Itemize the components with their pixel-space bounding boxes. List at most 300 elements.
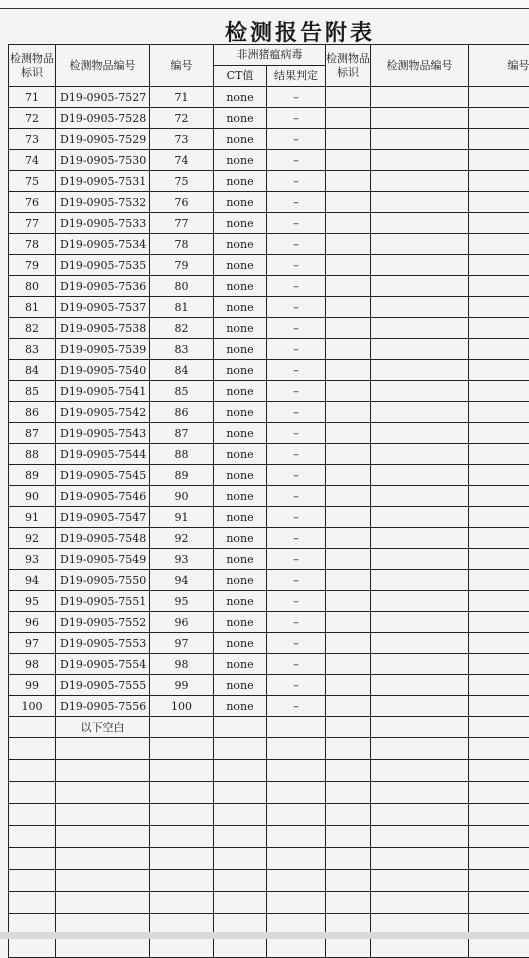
row-number: 97 — [150, 633, 214, 654]
end-empty — [267, 717, 326, 738]
row-item-code-right — [371, 255, 469, 276]
row-result: – — [267, 465, 326, 486]
row-result: – — [267, 234, 326, 255]
row-sample-id: 88 — [9, 444, 56, 465]
row-number: 94 — [150, 570, 214, 591]
row-sample-id-right — [326, 696, 371, 717]
row-number-right — [469, 192, 529, 213]
row-number: 85 — [150, 381, 214, 402]
row-item-code: D19-0905-7531 — [56, 171, 150, 192]
row-sample-id: 97 — [9, 633, 56, 654]
header-item-code-right: 检测物品编号 — [371, 45, 469, 87]
row-item-code-right — [371, 318, 469, 339]
table-row — [9, 549, 529, 570]
row-ct-value: none — [214, 87, 267, 108]
row-number: 81 — [150, 297, 214, 318]
page-title: 检测报告附表 — [0, 16, 529, 47]
empty-cell — [469, 804, 529, 826]
row-number-right — [469, 339, 529, 360]
row-ct-value: none — [214, 465, 267, 486]
row-number: 87 — [150, 423, 214, 444]
row-result: – — [267, 696, 326, 717]
row-ct-value: none — [214, 612, 267, 633]
row-ct-value: none — [214, 213, 267, 234]
row-result: – — [267, 507, 326, 528]
row-item-code-right — [371, 339, 469, 360]
end-note-row — [9, 717, 529, 738]
row-item-code: D19-0905-7541 — [56, 381, 150, 402]
empty-row — [9, 826, 529, 848]
row-number: 77 — [150, 213, 214, 234]
row-sample-id: 86 — [9, 402, 56, 423]
row-number: 98 — [150, 654, 214, 675]
empty-cell — [9, 782, 56, 804]
empty-row — [9, 848, 529, 870]
row-item-code-right — [371, 423, 469, 444]
empty-cell — [469, 892, 529, 914]
table-row — [9, 402, 529, 423]
header-sample-id: 检测物品标识 — [9, 45, 56, 87]
row-item-code: D19-0905-7554 — [56, 654, 150, 675]
row-sample-id: 77 — [9, 213, 56, 234]
row-sample-id: 100 — [9, 696, 56, 717]
row-number: 73 — [150, 129, 214, 150]
row-result: – — [267, 318, 326, 339]
empty-cell — [469, 760, 529, 782]
row-item-code: D19-0905-7536 — [56, 276, 150, 297]
empty-cell — [150, 760, 214, 782]
row-item-code-right — [371, 108, 469, 129]
row-item-code: D19-0905-7533 — [56, 213, 150, 234]
row-number-right — [469, 87, 529, 108]
row-sample-id-right — [326, 276, 371, 297]
row-item-code-right — [371, 129, 469, 150]
empty-cell — [267, 782, 326, 804]
empty-cell — [267, 738, 326, 760]
row-sample-id: 75 — [9, 171, 56, 192]
row-sample-id-right — [326, 318, 371, 339]
empty-cell — [214, 760, 267, 782]
empty-cell — [371, 870, 469, 892]
row-result: – — [267, 570, 326, 591]
empty-cell — [326, 892, 371, 914]
table-row — [9, 255, 529, 276]
row-number: 90 — [150, 486, 214, 507]
row-sample-id: 96 — [9, 612, 56, 633]
row-item-code-right — [371, 234, 469, 255]
row-number-right — [469, 381, 529, 402]
report-table — [8, 44, 529, 958]
empty-cell — [267, 804, 326, 826]
row-item-code: D19-0905-7543 — [56, 423, 150, 444]
row-item-code-right — [371, 654, 469, 675]
row-ct-value: none — [214, 423, 267, 444]
empty-cell — [371, 760, 469, 782]
row-item-code: D19-0905-7551 — [56, 591, 150, 612]
row-sample-id: 85 — [9, 381, 56, 402]
row-item-code-right — [371, 465, 469, 486]
row-item-code-right — [371, 276, 469, 297]
row-number-right — [469, 570, 529, 591]
row-number: 92 — [150, 528, 214, 549]
empty-cell — [214, 848, 267, 870]
table-row — [9, 633, 529, 654]
row-number: 86 — [150, 402, 214, 423]
table-row — [9, 192, 529, 213]
row-result: – — [267, 276, 326, 297]
row-ct-value: none — [214, 150, 267, 171]
row-item-code: D19-0905-7555 — [56, 675, 150, 696]
row-number-right — [469, 612, 529, 633]
row-sample-id-right — [326, 465, 371, 486]
empty-cell — [267, 848, 326, 870]
row-number-right — [469, 654, 529, 675]
row-result: – — [267, 444, 326, 465]
row-number-right — [469, 108, 529, 129]
empty-cell — [326, 760, 371, 782]
row-result: – — [267, 633, 326, 654]
row-ct-value: none — [214, 591, 267, 612]
table-row — [9, 360, 529, 381]
row-number: 99 — [150, 675, 214, 696]
empty-cell — [150, 804, 214, 826]
row-ct-value: none — [214, 171, 267, 192]
empty-cell — [56, 738, 150, 760]
row-item-code-right — [371, 633, 469, 654]
row-item-code-right — [371, 87, 469, 108]
row-ct-value: none — [214, 549, 267, 570]
empty-cell — [469, 848, 529, 870]
row-number-right — [469, 255, 529, 276]
row-sample-id-right — [326, 381, 371, 402]
row-number-right — [469, 360, 529, 381]
empty-cell — [9, 826, 56, 848]
row-result: – — [267, 591, 326, 612]
end-empty — [214, 717, 267, 738]
row-sample-id: 79 — [9, 255, 56, 276]
row-sample-id: 91 — [9, 507, 56, 528]
row-number: 88 — [150, 444, 214, 465]
row-sample-id: 72 — [9, 108, 56, 129]
table-row — [9, 654, 529, 675]
empty-cell — [326, 804, 371, 826]
row-sample-id-right — [326, 675, 371, 696]
empty-cell — [326, 738, 371, 760]
row-number-right — [469, 549, 529, 570]
empty-cell — [469, 782, 529, 804]
empty-cell — [214, 892, 267, 914]
row-sample-id-right — [326, 108, 371, 129]
table-row — [9, 675, 529, 696]
table-row — [9, 87, 529, 108]
empty-cell — [56, 804, 150, 826]
row-result: – — [267, 528, 326, 549]
row-item-code: D19-0905-7549 — [56, 549, 150, 570]
row-number-right — [469, 465, 529, 486]
row-sample-id-right — [326, 150, 371, 171]
header-number-right: 编号 — [469, 45, 529, 87]
row-item-code: D19-0905-7537 — [56, 297, 150, 318]
row-result: – — [267, 297, 326, 318]
row-sample-id: 82 — [9, 318, 56, 339]
row-ct-value: none — [214, 696, 267, 717]
table-row — [9, 171, 529, 192]
empty-row — [9, 760, 529, 782]
table-row — [9, 444, 529, 465]
row-number-right — [469, 213, 529, 234]
empty-cell — [326, 826, 371, 848]
row-number: 78 — [150, 234, 214, 255]
row-ct-value: none — [214, 318, 267, 339]
empty-cell — [371, 738, 469, 760]
row-sample-id-right — [326, 360, 371, 381]
row-sample-id-right — [326, 570, 371, 591]
row-item-code: D19-0905-7530 — [56, 150, 150, 171]
end-empty — [9, 717, 56, 738]
empty-cell — [214, 804, 267, 826]
row-ct-value: none — [214, 675, 267, 696]
empty-cell — [469, 870, 529, 892]
empty-cell — [214, 782, 267, 804]
table-row — [9, 150, 529, 171]
empty-row — [9, 870, 529, 892]
row-number-right — [469, 297, 529, 318]
row-number: 79 — [150, 255, 214, 276]
row-sample-id-right — [326, 633, 371, 654]
empty-cell — [9, 870, 56, 892]
row-result: – — [267, 654, 326, 675]
row-item-code: D19-0905-7553 — [56, 633, 150, 654]
row-number-right — [469, 507, 529, 528]
row-sample-id-right — [326, 486, 371, 507]
empty-row — [9, 892, 529, 914]
row-ct-value: none — [214, 297, 267, 318]
row-result: – — [267, 381, 326, 402]
empty-cell — [371, 804, 469, 826]
row-number-right — [469, 276, 529, 297]
row-sample-id-right — [326, 87, 371, 108]
row-item-code: D19-0905-7538 — [56, 318, 150, 339]
empty-cell — [150, 826, 214, 848]
row-item-code: D19-0905-7527 — [56, 87, 150, 108]
header-ct-value: CT值 — [214, 66, 267, 87]
row-ct-value: none — [214, 486, 267, 507]
row-ct-value: none — [214, 129, 267, 150]
end-empty — [469, 717, 529, 738]
row-sample-id: 94 — [9, 570, 56, 591]
table-row — [9, 528, 529, 549]
empty-cell — [267, 760, 326, 782]
row-sample-id-right — [326, 591, 371, 612]
empty-cell — [150, 782, 214, 804]
row-result: – — [267, 339, 326, 360]
row-item-code-right — [371, 549, 469, 570]
row-number: 89 — [150, 465, 214, 486]
row-ct-value: none — [214, 402, 267, 423]
row-item-code-right — [371, 528, 469, 549]
row-sample-id: 89 — [9, 465, 56, 486]
row-ct-value: none — [214, 444, 267, 465]
row-item-code: D19-0905-7552 — [56, 612, 150, 633]
row-number-right — [469, 444, 529, 465]
row-sample-id: 74 — [9, 150, 56, 171]
empty-cell — [9, 738, 56, 760]
table-row — [9, 339, 529, 360]
row-sample-id-right — [326, 654, 371, 675]
row-item-code: D19-0905-7548 — [56, 528, 150, 549]
row-item-code: D19-0905-7539 — [56, 339, 150, 360]
row-number: 82 — [150, 318, 214, 339]
row-sample-id-right — [326, 192, 371, 213]
empty-row — [9, 738, 529, 760]
empty-cell — [150, 848, 214, 870]
empty-cell — [56, 870, 150, 892]
empty-cell — [56, 782, 150, 804]
table-row — [9, 486, 529, 507]
row-number: 91 — [150, 507, 214, 528]
row-item-code-right — [371, 507, 469, 528]
empty-cell — [326, 782, 371, 804]
row-result: – — [267, 612, 326, 633]
row-sample-id-right — [326, 549, 371, 570]
row-ct-value: none — [214, 654, 267, 675]
row-sample-id-right — [326, 402, 371, 423]
row-result: – — [267, 129, 326, 150]
row-sample-id: 81 — [9, 297, 56, 318]
row-ct-value: none — [214, 234, 267, 255]
row-result: – — [267, 423, 326, 444]
row-item-code-right — [371, 402, 469, 423]
row-item-code-right — [371, 192, 469, 213]
row-result: – — [267, 108, 326, 129]
end-empty — [150, 717, 214, 738]
row-sample-id-right — [326, 339, 371, 360]
empty-cell — [214, 826, 267, 848]
row-item-code-right — [371, 213, 469, 234]
top-header-strip — [0, 0, 529, 9]
row-item-code: D19-0905-7535 — [56, 255, 150, 276]
empty-cell — [371, 826, 469, 848]
row-number: 84 — [150, 360, 214, 381]
row-item-code: D19-0905-7540 — [56, 360, 150, 381]
row-sample-id: 87 — [9, 423, 56, 444]
row-number-right — [469, 528, 529, 549]
row-number: 100 — [150, 696, 214, 717]
row-result: – — [267, 675, 326, 696]
row-sample-id: 78 — [9, 234, 56, 255]
row-number: 71 — [150, 87, 214, 108]
empty-cell — [371, 782, 469, 804]
table-row — [9, 591, 529, 612]
row-item-code-right — [371, 486, 469, 507]
row-sample-id-right — [326, 234, 371, 255]
row-result: – — [267, 213, 326, 234]
row-item-code-right — [371, 444, 469, 465]
row-result: – — [267, 192, 326, 213]
row-item-code: D19-0905-7528 — [56, 108, 150, 129]
table-row — [9, 297, 529, 318]
row-result: – — [267, 150, 326, 171]
row-number-right — [469, 696, 529, 717]
row-ct-value: none — [214, 570, 267, 591]
row-sample-id: 71 — [9, 87, 56, 108]
row-sample-id: 76 — [9, 192, 56, 213]
row-sample-id: 73 — [9, 129, 56, 150]
row-item-code: D19-0905-7556 — [56, 696, 150, 717]
empty-cell — [150, 870, 214, 892]
row-ct-value: none — [214, 255, 267, 276]
row-sample-id-right — [326, 528, 371, 549]
row-item-code: D19-0905-7532 — [56, 192, 150, 213]
row-sample-id: 98 — [9, 654, 56, 675]
row-sample-id-right — [326, 213, 371, 234]
row-result: – — [267, 255, 326, 276]
row-number-right — [469, 129, 529, 150]
bottom-shadow-bar — [0, 932, 529, 939]
empty-cell — [150, 738, 214, 760]
row-sample-id-right — [326, 297, 371, 318]
row-item-code: D19-0905-7546 — [56, 486, 150, 507]
row-number: 74 — [150, 150, 214, 171]
row-item-code: D19-0905-7542 — [56, 402, 150, 423]
row-number-right — [469, 402, 529, 423]
table-body — [9, 87, 529, 958]
table-row — [9, 612, 529, 633]
empty-cell — [326, 848, 371, 870]
empty-cell — [9, 804, 56, 826]
table-row — [9, 465, 529, 486]
empty-cell — [9, 848, 56, 870]
row-number-right — [469, 234, 529, 255]
table-row — [9, 108, 529, 129]
table-row — [9, 276, 529, 297]
row-item-code-right — [371, 696, 469, 717]
row-item-code-right — [371, 150, 469, 171]
empty-cell — [267, 826, 326, 848]
table-row — [9, 318, 529, 339]
row-number-right — [469, 591, 529, 612]
table-row — [9, 129, 529, 150]
empty-cell — [214, 870, 267, 892]
row-sample-id-right — [326, 255, 371, 276]
row-sample-id: 80 — [9, 276, 56, 297]
row-item-code: D19-0905-7545 — [56, 465, 150, 486]
row-ct-value: none — [214, 360, 267, 381]
row-sample-id: 92 — [9, 528, 56, 549]
row-item-code: D19-0905-7544 — [56, 444, 150, 465]
table-row — [9, 423, 529, 444]
row-result: – — [267, 87, 326, 108]
row-item-code: D19-0905-7534 — [56, 234, 150, 255]
empty-cell — [56, 760, 150, 782]
header-sample-id-right: 检测物品标识 — [326, 45, 371, 87]
row-ct-value: none — [214, 381, 267, 402]
row-number-right — [469, 486, 529, 507]
row-number: 80 — [150, 276, 214, 297]
row-ct-value: none — [214, 339, 267, 360]
empty-row — [9, 782, 529, 804]
row-sample-id: 99 — [9, 675, 56, 696]
row-sample-id: 95 — [9, 591, 56, 612]
row-sample-id-right — [326, 171, 371, 192]
end-empty — [371, 717, 469, 738]
row-item-code: D19-0905-7547 — [56, 507, 150, 528]
row-result: – — [267, 402, 326, 423]
row-item-code-right — [371, 591, 469, 612]
empty-cell — [56, 892, 150, 914]
empty-row — [9, 804, 529, 826]
row-item-code-right — [371, 612, 469, 633]
